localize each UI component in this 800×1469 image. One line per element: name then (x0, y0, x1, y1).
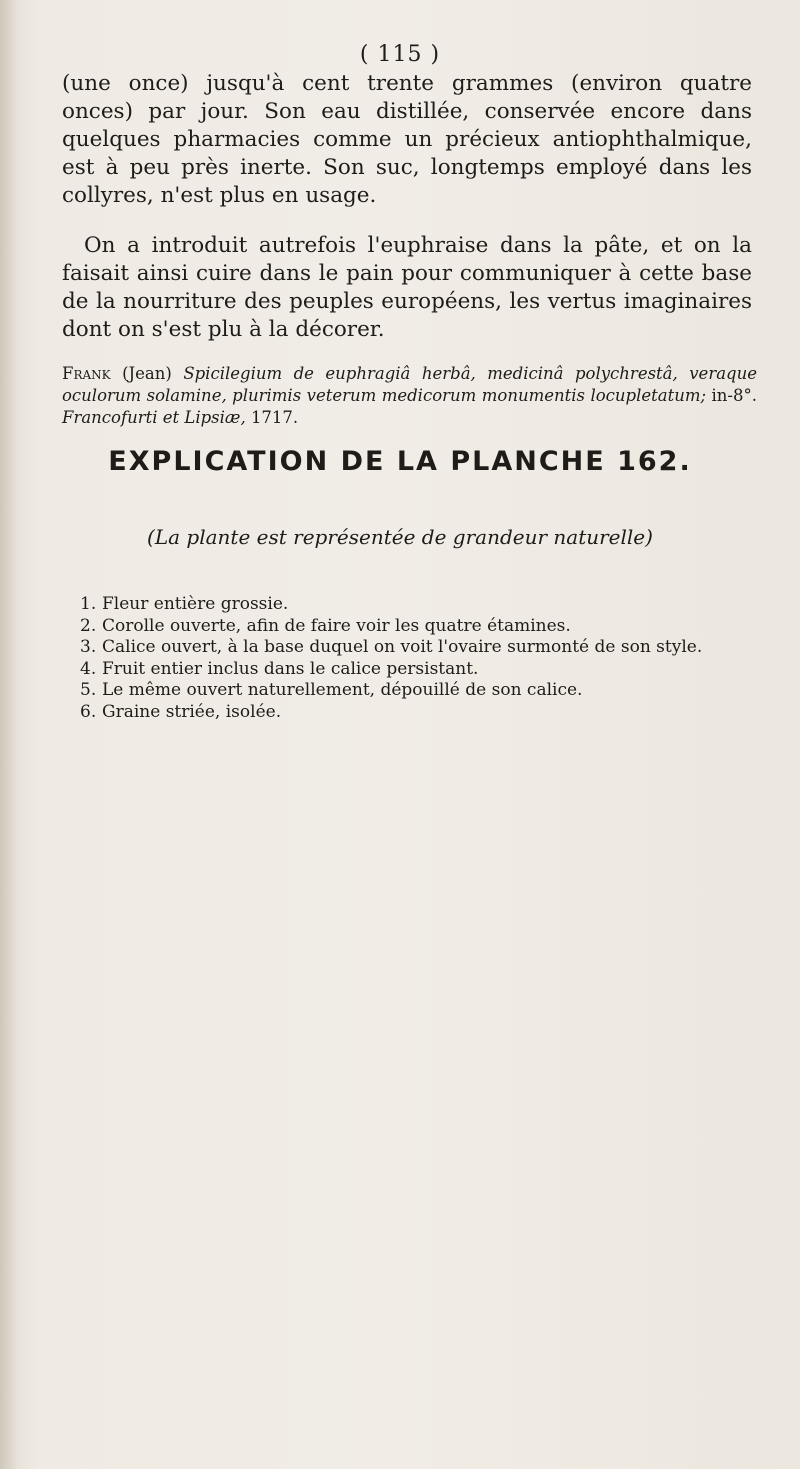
list-item (80, 680, 780, 702)
list-item (80, 594, 780, 616)
bibliographic-reference (62, 363, 757, 429)
reference-title: Spicilegium de euphragiâ herbâ, medicinâ polychrestâ, veraque oculorum solamine, plurimis veterum medicorum monumentis locupletatum; (62, 364, 758, 405)
reference-format: in-8°. (711, 386, 757, 405)
item-text: Fleur entière grossie. (102, 594, 289, 614)
item-number: 1. (80, 594, 97, 614)
list-item (80, 702, 780, 724)
plate-title: EXPLICATION DE LA PLANCHE 162. (108, 446, 692, 477)
plate-legend-list (80, 594, 780, 723)
list-item (80, 659, 780, 681)
list-item (80, 637, 780, 659)
paragraph-dosage: (une once) jusqu'à cent trente grammes (environ quatre onces) par jour. Son eau distillée, conservée encore dans quelques pharmacies comme un précieux antiophthalmique, est à peu près inerte. Son suc, longtemps employé dans les collyres, n'est plus en usage. (62, 71, 752, 208)
item-number: 3. (80, 637, 97, 657)
item-text: Le même ouvert naturellement, dépouillé de son calice. (102, 680, 583, 700)
item-number: 5. (80, 680, 97, 700)
paragraph-history: On a introduit autrefois l'euphraise dans la pâte, et on la faisait ainsi cuire dans le pain pour communiquer à cette base de la nourriture des peuples européens, les vertus imaginaires dont on s'est plu à la décorer. (62, 233, 752, 342)
item-text: Fruit entier inclus dans le calice persistant. (102, 658, 479, 679)
item-text: Graine striée, isolée. (102, 701, 282, 722)
item-text: Calice ouvert, à la base duquel on voit l'ovaire surmonté de son style. (102, 637, 703, 657)
reference-author: Frank (62, 364, 111, 383)
item-number: 4. (80, 658, 97, 679)
reference-firstname: (Jean) (122, 364, 172, 383)
page-gutter (0, 0, 18, 1469)
plate-subtitle: (La plante est représentée de grandeur naturelle) (147, 525, 653, 549)
reference-year: 1717. (250, 408, 299, 427)
reference-place: Francofurti et Lipsiæ, (62, 408, 246, 427)
item-number: 6. (80, 701, 97, 722)
item-text: Corolle ouverte, afin de faire voir les quatre étamines. (102, 615, 571, 636)
page-number: ( 115 ) (359, 42, 441, 67)
item-number: 2. (80, 615, 97, 636)
list-item (80, 616, 780, 638)
